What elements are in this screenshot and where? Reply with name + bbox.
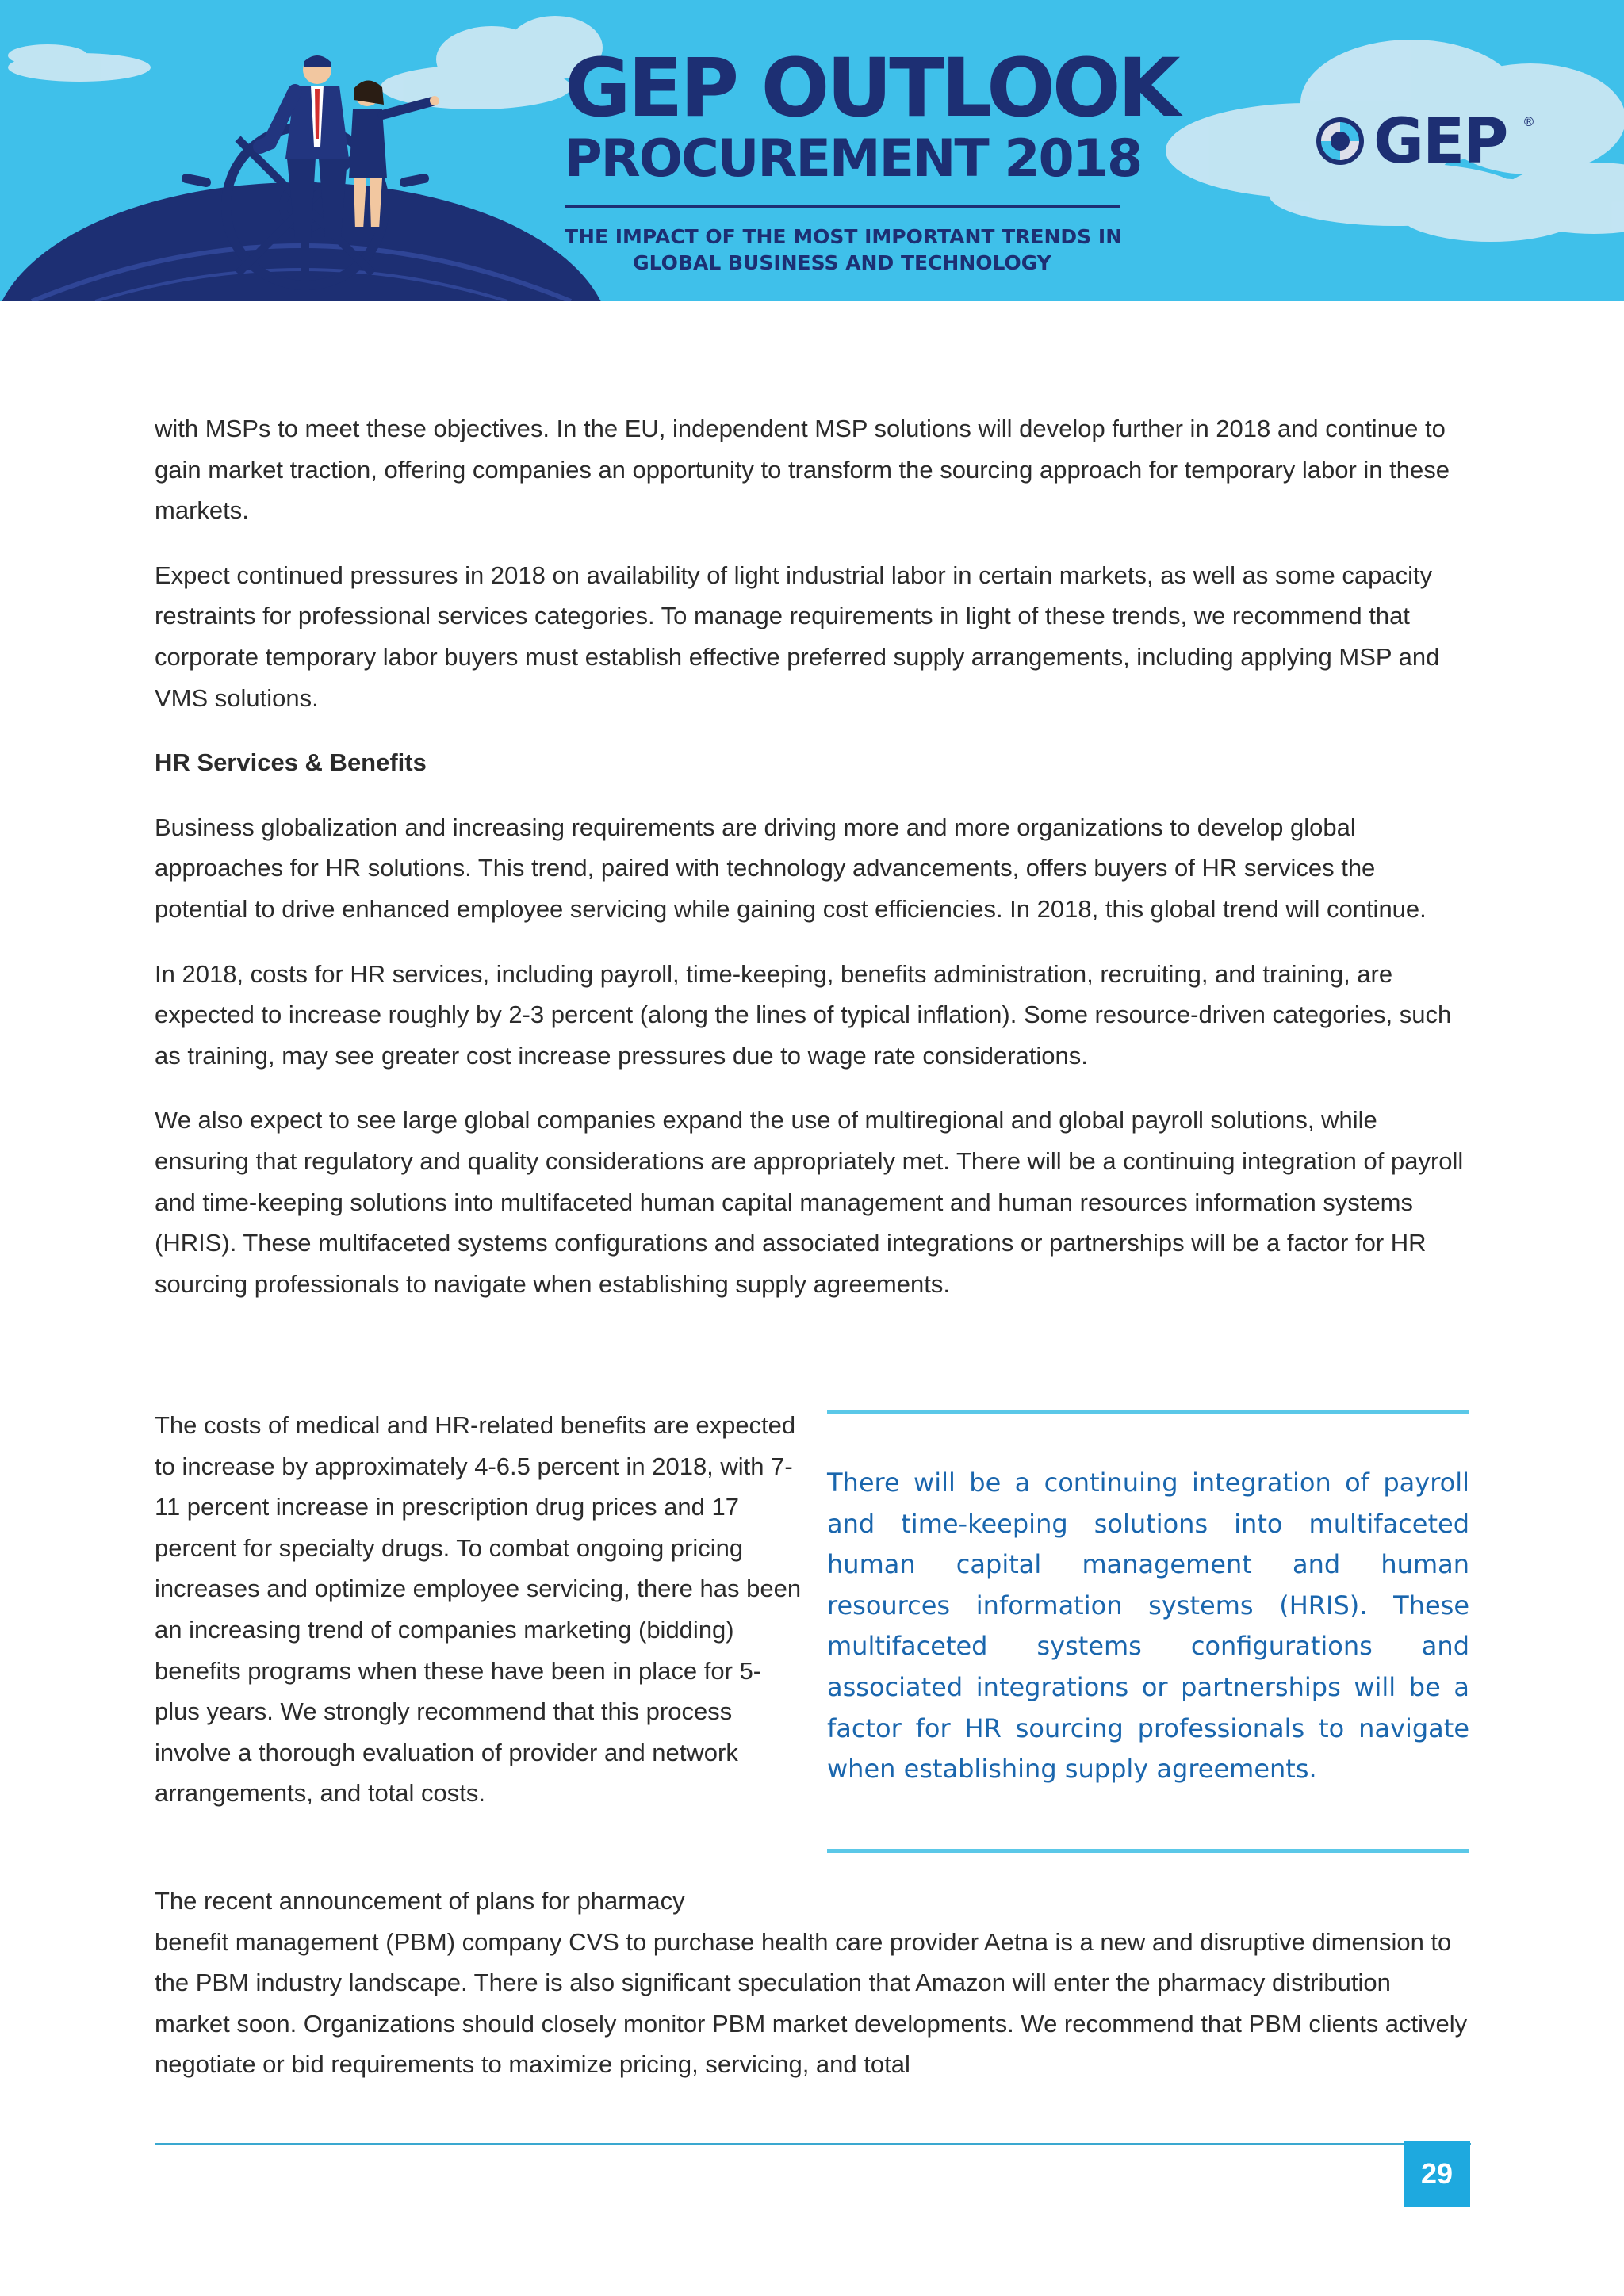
- registered-mark: ®: [1522, 114, 1535, 129]
- logo-wordmark: GEP: [1373, 106, 1507, 178]
- section-heading-hr: HR Services & Benefits: [155, 748, 427, 777]
- paragraph-msp: with MSPs to meet these objectives. In the EU, independent MSP solutions will develop further in 2018 and continue to gain market traction, offering companies an opportunity to transform the sourcing approach for temporary labor in these markets.: [155, 415, 1450, 525]
- article-body: [155, 408, 1471, 1328]
- subtitle-line-1: THE IMPACT OF THE MOST IMPORTANT TRENDS IN: [565, 225, 1123, 248]
- gep-logo: [1315, 106, 1537, 178]
- paragraph-pbm: [155, 1881, 1471, 2085]
- subtitle-line-2: GLOBAL BUSINESS AND TECHNOLOGY: [633, 251, 1051, 274]
- report-title-block: [565, 41, 1178, 276]
- paragraph-hr-costs: In 2018, costs for HR services, including payroll, time-keeping, benefits administration, recruiting, and training, are expected to increase roughly by 2-3 percent (along the lines of typical inflation). Some resource-driven categories, such as training, may see greater cost increase pressures due to wage rate considerations.: [155, 959, 1452, 1070]
- paragraph-benefits-costs: The costs of medical and HR-related benefits are expected to increase by approximately 4-6.5 percent in 2018, with 7-11 percent increase in prescription drug prices and 17 percent for specialty drugs. To combat ongoing pricing increases and optimize employee servicing, there has been an increasing trend of companies marketing (bidding) benefits programs when these have been in place for 5-plus years. We strongly recommend that this process involve a thorough evaluation of provider and network arrangements, and total costs.: [155, 1411, 802, 1808]
- pull-quote-top-rule: [827, 1410, 1469, 1414]
- pull-quote-bottom-rule: [827, 1849, 1469, 1853]
- footer-divider: [155, 2143, 1471, 2145]
- paragraph-payroll: We also expect to see large global companies expand the use of multiregional and global payroll solutions, while ensuring that regulatory and quality considerations are appropriately met. There will be a continuing integration of payroll and time-keeping solutions into multifaceted human capital management and human resources information systems (HRIS). These multifaceted systems configurations and associated integrations or partnerships will be a factor for HR sourcing professionals to navigate when establishing supply agreements.: [155, 1106, 1464, 1298]
- paragraph-labor-pressures: Expect continued pressures in 2018 on availability of light industrial labor in certain markets, as well as some capacity restraints for professional services categories. To manage requirements in light of these trends, we recommend that corporate temporary labor buyers must establish effective preferred supply arrangements, including applying MSP and VMS solutions.: [155, 561, 1440, 712]
- page-number: 29: [1404, 2141, 1470, 2207]
- header-banner: [0, 0, 1624, 301]
- title-line-2: PROCUREMENT 2018: [565, 129, 1142, 189]
- title-line-1: GEP OUTLOOK: [565, 41, 1178, 136]
- gep-swirl-icon: [1315, 116, 1365, 166]
- paragraph-pbm-line-1: The recent announcement of plans for pharmacy: [155, 1887, 685, 1915]
- pull-quote: There will be a continuing integration of payroll and time-keeping solutions into multifaceted human capital management and human resources information systems (HRIS). These multifaceted systems configurations and associated integrations or partnerships will be a factor for HR sourcing professionals to navigate when establishing supply agreements.: [827, 1468, 1469, 1785]
- paragraph-globalization: Business globalization and increasing requirements are driving more and more organizations to develop global approaches for HR solutions. This trend, paired with technology advancements, offers buyers of HR services the potential to drive enhanced employee servicing while gaining cost efficiencies. In 2018, this global trend will continue.: [155, 813, 1427, 923]
- title-divider: [565, 205, 1120, 208]
- paragraph-pbm-rest: benefit management (PBM) company CVS to purchase health care provider Aetna is a new and disruptive dimension to the PBM industry landscape. There is also significant speculation that Amazon will enter the pharmacy distribution market soon. Organizations should closely monitor PBM market developments. We recommend that PBM clients actively negotiate or bid requirements to maximize pricing, servicing, and total: [155, 1927, 1468, 2079]
- left-column: [155, 1405, 805, 1814]
